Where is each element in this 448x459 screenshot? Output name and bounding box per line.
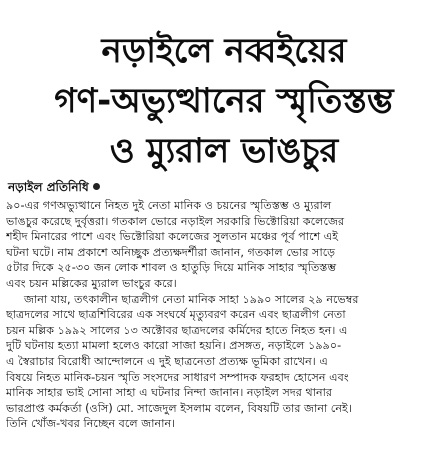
paragraph [6, 198, 442, 292]
headline-line: নড়াইলে নব্বইয়ের [101, 31, 347, 71]
text-line: চয়ন মল্লিক ১৯৯২ সালের ১৩ অক্টোবর ছাত্রদলের কর্মিদের হাতে নিহত হন। এ [6, 323, 348, 337]
headline [6, 26, 442, 176]
text-line: শহীদ মিনারের পাশে এবং ভিক্টোরিয়া কলেজের সুলতান মঞ্চের পূর্ব পাশে এই [6, 230, 339, 244]
byline-text: নড়াইল প্রতিনিধি [8, 180, 89, 194]
text-line: মানিক সাহার ভাই সোনা সাহা এ ঘটনার নিন্দা জানান। নড়াইল সদর থানার [6, 386, 333, 400]
bullet-icon [93, 183, 100, 190]
text-line: দুটি ঘটনায় হত্যা মামলা হলেও কারো সাজা হয়নি। প্রসঙ্গত, নড়াইলে ১৯৯০- [6, 339, 342, 353]
text-line: ভারপ্রাপ্ত কর্মকর্তা (ওসি) মো. সাজেদুল ইসলাম বলেন, বিষয়টি তার জানা নেই। [6, 401, 352, 415]
text-line: এ স্বৈরাচার বিরোধী আন্দোলনে এ দুই ছাত্রনেতা প্রত্যক্ষ ভূমিকা রাখেন। এ [6, 354, 328, 368]
text-line: তিনি খোঁজ-খবর নিচ্ছেন বলে জানান। [6, 417, 176, 431]
text-line: ভাঙচুর করেছে দুর্বৃত্তরা। গতকাল ভোরে নড়াইল সরকারি ভিক্টোরিয়া কলেজের [6, 214, 345, 228]
headline-line: গণ-অভ্যুত্থানের স্মৃতিস্তম্ভ [54, 81, 394, 121]
text-line: ৫টার দিকে ২৫-৩০ জন লোক শাবল ও হাতুড়ি দিয়ে মানিক সাহার স্মৃতিস্তম্ভ [6, 261, 337, 275]
text-line: জানা যায়, তৎকালীন ছাত্রলীগ নেতা মানিক সাহা ১৯৯০ সালের ২৯ নভেম্বর [24, 292, 359, 306]
text-line: ঘটনা ঘটে। নাম প্রকাশে অনিচ্ছুক প্রত্যক্ষদর্শীরা জানান, গতকাল ভোর সাড়ে [6, 245, 336, 259]
text-line: এবং চয়ন মল্লিকের ম্যুরাল ভাংচুর করে। [6, 276, 177, 290]
article-body [6, 198, 442, 432]
text-line: বিষয়ে নিহত মানিক-চয়ন স্মৃতি সংসদের সাধারণ সম্পাদক ফরহাদ হোসেন এবং [6, 370, 349, 384]
text-line: ছাত্রদলের সাথে ছাত্রশিবিরের এক সংঘর্ষে মৃত্যুবরণ করেন এবং ছাত্রলীগ নেতা [6, 308, 346, 322]
headline-line: ও ম্যুরাল ভাঙচুর [109, 131, 339, 171]
paragraph [6, 292, 442, 432]
byline [8, 180, 100, 195]
text-line: ৯০-এর গণঅভ্যুত্থানে নিহত দুই নেতা মানিক ও চয়নের স্মৃতিস্তম্ভ ও ম্যুরাল [6, 199, 332, 212]
